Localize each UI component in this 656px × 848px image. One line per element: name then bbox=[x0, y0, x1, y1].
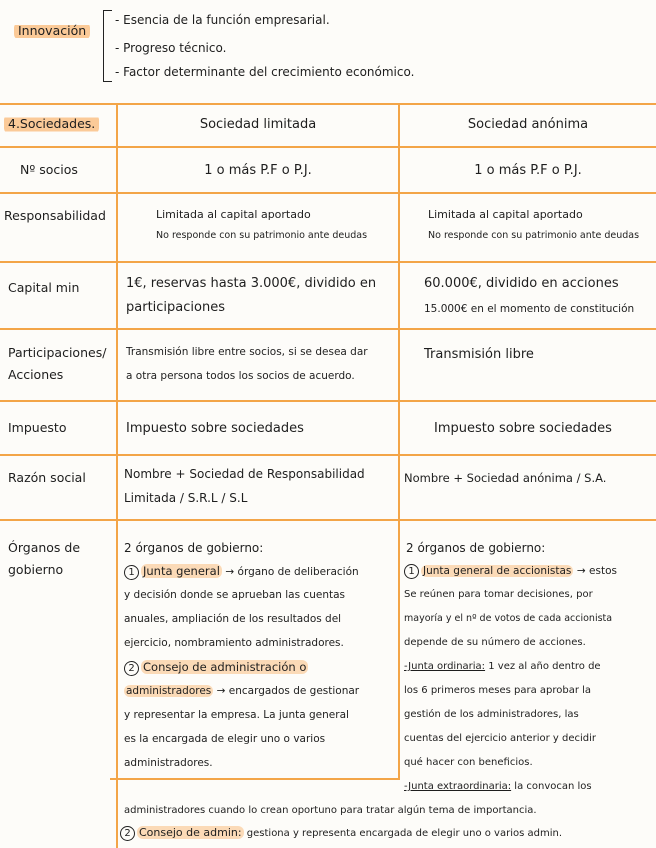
organos-limitada-line-6 bbox=[124, 679, 359, 703]
cell-socios-anonima: 1 o más P.F o P.J. bbox=[474, 163, 582, 178]
innovacion-label: Innovación bbox=[14, 22, 90, 40]
organos-anonima-line-1 bbox=[404, 559, 617, 583]
administradores-highlight: administradores bbox=[126, 685, 212, 697]
grid-line bbox=[0, 103, 656, 105]
organos-limitada-line-9: administradores. bbox=[124, 757, 213, 769]
table-heading: 4.Sociedades. bbox=[4, 114, 99, 134]
row-label-responsabilidad: Responsabilidad bbox=[4, 208, 106, 223]
grid-line bbox=[0, 328, 656, 330]
junta-extraordinaria-label: -Junta extraordinaria: bbox=[404, 781, 512, 792]
cell-impuesto-limitada: Impuesto sobre sociedades bbox=[126, 421, 304, 436]
grid-line bbox=[110, 778, 400, 780]
organos-anonima-line-10 bbox=[404, 775, 592, 799]
cell-razon-limitada-2: Limitada / S.R.L / S.L bbox=[124, 491, 248, 505]
row-label-capital: Capital min bbox=[8, 280, 80, 295]
number-circle: 1 bbox=[124, 565, 139, 580]
organos-bottom-line-2 bbox=[120, 821, 562, 846]
grid-line bbox=[0, 261, 656, 263]
cell-razon-limitada-1: Nombre + Sociedad de Responsabilidad bbox=[124, 467, 365, 481]
organos-bottom-line-1: administradores cuando lo crean oportuno para tratar algún tema de importancia. bbox=[124, 805, 537, 816]
organos-anonima-line-2: Se reúnen para tomar decisiones, por bbox=[404, 589, 593, 600]
innovacion-item-1: - Esencia de la función empresarial. bbox=[115, 13, 330, 27]
organos-anonima-line-5 bbox=[404, 655, 601, 679]
grid-line bbox=[0, 146, 656, 148]
innovacion-item-3: - Factor determinante del crecimiento económico. bbox=[115, 65, 415, 79]
col-header-anonima: Sociedad anónima bbox=[467, 117, 589, 132]
row-label-socios: Nº socios bbox=[20, 162, 78, 177]
innovacion-brace bbox=[103, 10, 112, 82]
organos-anonima-line-6: los 6 primeros meses para aprobar la bbox=[404, 685, 592, 696]
cell-socios-limitada: 1 o más P.F o P.J. bbox=[204, 163, 312, 178]
row-label-organos-2: gobierno bbox=[8, 562, 64, 577]
cell-razon-anonima: Nombre + Sociedad anónima / S.A. bbox=[404, 471, 607, 485]
cell-resp-anonima-1: Limitada al capital aportado bbox=[428, 208, 583, 221]
organos-anonima-text: → estos bbox=[576, 565, 617, 577]
cell-resp-anonima-2: No responde con su patrimonio ante deudas bbox=[428, 230, 640, 241]
grid-line bbox=[0, 519, 656, 521]
col-header-limitada: Sociedad limitada bbox=[199, 117, 317, 132]
row-label-acciones: Acciones bbox=[8, 367, 64, 382]
junta-accionistas-highlight: Junta general de accionistas bbox=[423, 565, 572, 577]
grid-line bbox=[0, 400, 656, 402]
organos-anonima-title: 2 órganos de gobierno: bbox=[406, 541, 546, 555]
consejo-admin-highlight: Consejo de admin: bbox=[139, 826, 242, 839]
number-circle: 2 bbox=[120, 826, 135, 841]
grid-line bbox=[0, 192, 656, 194]
cell-resp-limitada-2: No responde con su patrimonio ante deudas bbox=[156, 230, 368, 241]
cell-particip-anonima: Transmisión libre bbox=[424, 347, 534, 362]
organos-limitada-line-7: y representar la empresa. La junta general bbox=[124, 709, 349, 721]
organos-limitada-line-3: anuales, ampliación de los resultados del bbox=[124, 613, 342, 625]
row-label-participaciones: Participaciones/ bbox=[8, 345, 107, 360]
row-label-organos-1: Órganos de bbox=[8, 540, 81, 555]
grid-line bbox=[116, 103, 118, 848]
organos-anonima-text: la convocan los bbox=[514, 781, 592, 792]
cell-impuesto-anonima: Impuesto sobre sociedades bbox=[434, 421, 612, 436]
row-label-razon: Razón social bbox=[8, 470, 86, 485]
grid-line bbox=[398, 103, 400, 779]
organos-limitada-line-2: y decisión donde se aprueban las cuentas bbox=[124, 589, 345, 601]
organos-limitada-line-4: ejercicio, nombramiento administradores. bbox=[124, 637, 344, 649]
organos-anonima-line-8: cuentas del ejercicio anterior y decidir bbox=[404, 733, 596, 744]
cell-particip-limitada-2: a otra persona todos los socios de acuerdo. bbox=[126, 370, 355, 382]
organos-limitada-line-5 bbox=[124, 655, 308, 680]
number-circle: 2 bbox=[124, 661, 139, 676]
cell-capital-limitada-1: 1€, reservas hasta 3.000€, dividido en bbox=[126, 276, 377, 291]
organos-anonima-line-4: depende de su número de acciones. bbox=[404, 637, 586, 648]
number-circle: 1 bbox=[404, 564, 419, 579]
organos-limitada-title: 2 órganos de gobierno: bbox=[124, 541, 264, 555]
cell-capital-anonima-2: 15.000€ en el momento de constitución bbox=[424, 303, 635, 315]
consejo-highlight: Consejo de administración o bbox=[143, 660, 307, 674]
organos-limitada-line-1 bbox=[124, 559, 359, 584]
organos-bottom-text: gestiona y representa encargada de elegir uno o varios admin. bbox=[246, 828, 562, 839]
cell-resp-limitada-1: Limitada al capital aportado bbox=[156, 208, 311, 221]
organos-anonima-line-7: gestión de los administradores, las bbox=[404, 709, 579, 720]
organos-limitada-text: → órgano de deliberación bbox=[225, 566, 359, 578]
row-label-impuesto: Impuesto bbox=[8, 420, 67, 435]
organos-limitada-line-8: es la encargada de elegir uno o varios bbox=[124, 733, 326, 745]
organos-anonima-line-9: qué hacer con beneficios. bbox=[404, 757, 533, 768]
cell-particip-limitada-1: Transmisión libre entre socios, si se desea dar bbox=[126, 346, 368, 358]
junta-general-highlight: Junta general bbox=[143, 564, 220, 578]
grid-line bbox=[0, 454, 656, 456]
junta-ordinaria-label: -Junta ordinaria: bbox=[404, 661, 486, 672]
organos-limitada-text: → encargados de gestionar bbox=[216, 685, 360, 697]
cell-capital-limitada-2: participaciones bbox=[126, 300, 225, 315]
innovacion-item-2: - Progreso técnico. bbox=[115, 41, 227, 55]
organos-anonima-line-3: mayoría y el nº de votos de cada accionista bbox=[404, 613, 613, 624]
organos-anonima-text: 1 vez al año dentro de bbox=[488, 661, 601, 672]
cell-capital-anonima-1: 60.000€, dividido en acciones bbox=[424, 276, 619, 291]
